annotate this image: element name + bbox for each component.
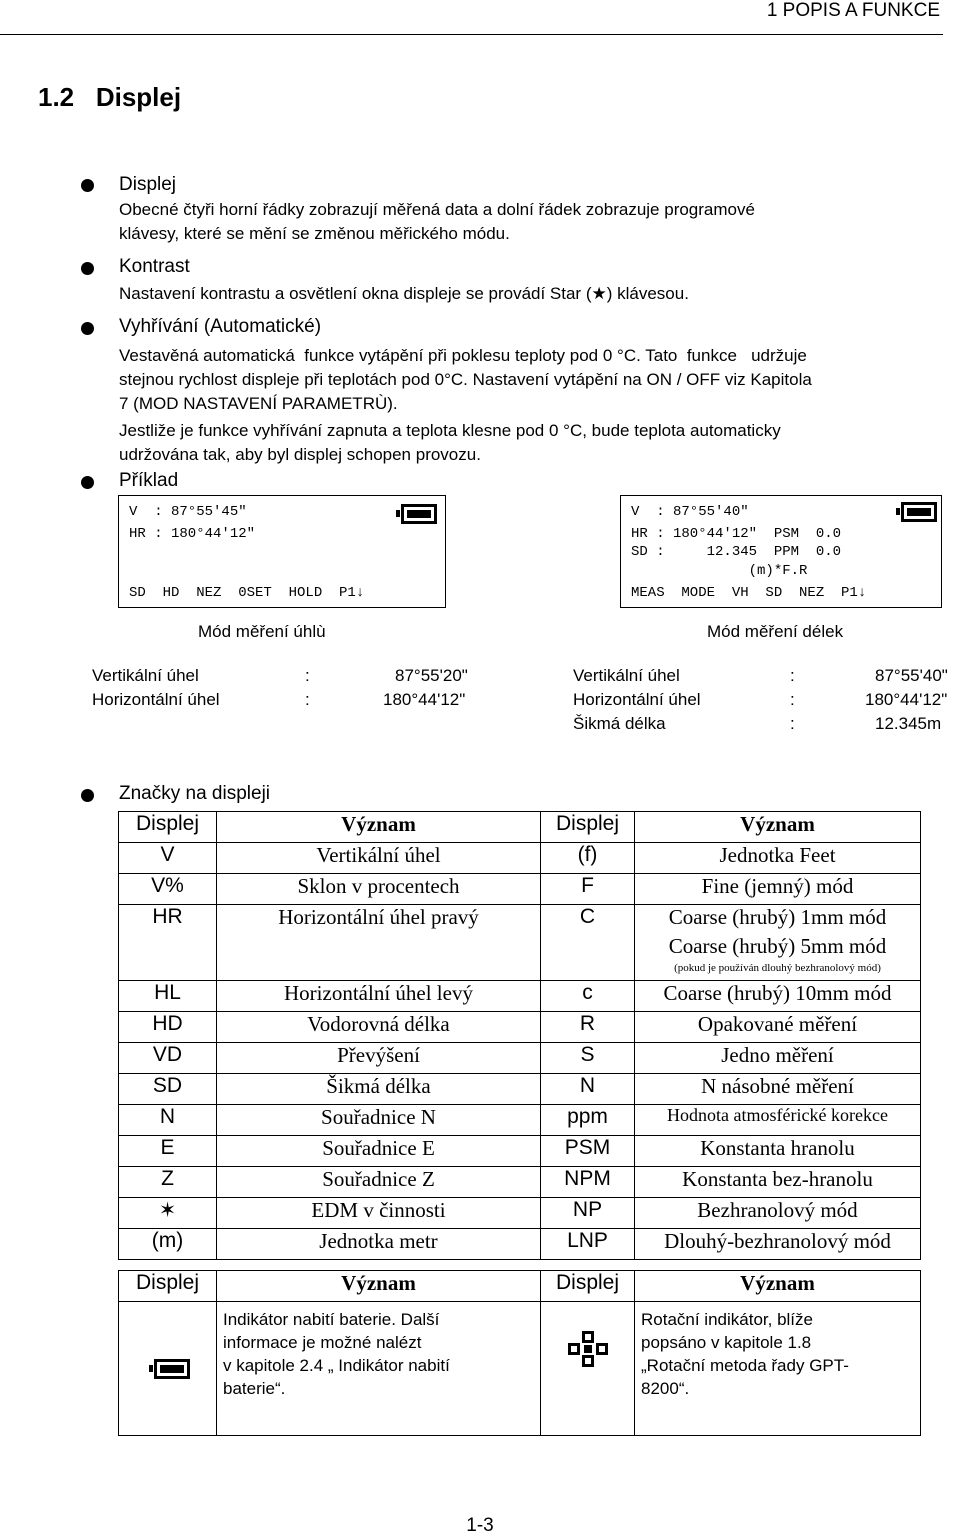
header-cell: Význam [635,1271,921,1302]
value-label: Vertikální úhel [92,666,199,685]
table-row [119,1105,921,1136]
header-cell: Displej [119,812,217,843]
table-row [119,1302,921,1436]
meaning-note: (pokud je používán dlouhý bezhranolový mód) [674,962,881,974]
symbol-cell: VD [119,1043,217,1074]
header-cell: Displej [119,1271,217,1302]
text-line: udržována tak, aby byl displej schopen provozu. [119,445,481,464]
table-row [119,981,921,1012]
symbol-cell: SD [119,1074,217,1105]
symbol-cell: c [541,981,635,1012]
meaning-cell: Hodnota atmosférické korekce [635,1105,921,1136]
text-line: Jestliže je funkce vyhřívání zapnuta a teplota klesne pod 0 °C, bude teplota automaticky [119,421,781,440]
text-line: Indikátor nabití baterie. Další [223,1310,440,1329]
table-row [119,1198,921,1229]
meaning-cell: EDM v činnosti [217,1198,541,1229]
value-sep: : [790,714,795,733]
bullet-dot [81,476,94,489]
lcd-distance-mode [620,495,942,608]
meaning-cell [635,905,921,981]
symbol-cell: HD [119,1012,217,1043]
value-sep: : [305,690,310,709]
value-label: Horizontální úhel [573,690,701,709]
meaning-cell: Převýšení [217,1043,541,1074]
symbol-cell: E [119,1136,217,1167]
meaning-cell: Souřadnice Z [217,1167,541,1198]
header-cell: Význam [217,1271,541,1302]
rotation-indicator-icon [566,1329,610,1369]
value-label: Šikmá délka [573,714,666,733]
page-number: 1-3 [466,1515,494,1536]
lcd-line-3: SD : 12.345 PPM 0.0 [631,544,842,560]
text-line: 7 (MOD NASTAVENÍ PARAMETRÙ). [119,394,398,413]
lcd-line-1: V : 87°55'45" [129,504,247,520]
symbol-cell: R [541,1012,635,1043]
battery-icon [154,1359,190,1379]
chapter-header: 1 POPIS A FUNKCE [766,0,940,21]
symbol-cell: S [541,1043,635,1074]
header-cell: Význam [635,812,921,843]
symbol-cell: NP [541,1198,635,1229]
paragraph-displej [119,198,939,246]
value-number: 12.345m [875,714,942,733]
meaning-cell: Konstanta hranolu [635,1136,921,1167]
table-row [119,1167,921,1198]
bullet-title-displej: Displej [119,174,177,195]
meaning-cell: Bezhranolový mód [635,1198,921,1229]
bullet-title-znacky: Značky na displeji [119,783,271,804]
meaning-cell: Vertikální úhel [217,843,541,874]
value-number: 87°55'40" [875,666,948,685]
table-row [119,1136,921,1167]
meaning-line: Coarse (hrubý) 5mm mód [668,934,887,958]
symbol-cell: V% [119,874,217,905]
table-row [119,1012,921,1043]
lcd-line-2: HR : 180°44'12" [129,526,256,542]
paragraph-kontrast: Nastavení kontrastu a osvětlení okna displeje se provádí Star (★) klávesou. [119,284,689,303]
lcd-line-1: V : 87°55'40" [631,504,749,520]
symbol-cell: F [541,874,635,905]
header-cell: Displej [541,812,635,843]
table-header-row [119,1271,921,1302]
lcd-caption-angle: Mód měření úhlù [198,622,326,641]
table-row [119,1229,921,1260]
meaning-cell: Jednotka Feet [635,843,921,874]
value-number: 180°44'12" [865,690,948,709]
value-sep: : [790,690,795,709]
value-sep: : [305,666,310,685]
meaning-cell: Coarse (hrubý) 10mm mód [635,981,921,1012]
lcd-softkeys: SD HD NEZ 0SET HOLD P1↓ [129,585,365,601]
text-line: Obecné čtyři horní řádky zobrazují měřená data a dolní řádek zobrazuje programové [119,200,755,219]
meaning-cell: Jednotka metr [217,1229,541,1260]
symbol-cell: HL [119,981,217,1012]
symbol-cell: HR [119,905,217,981]
symbol-cell: ppm [541,1105,635,1136]
table-row [119,843,921,874]
meaning-cell: N násobné měření [635,1074,921,1105]
symbol-cell: (f) [541,843,635,874]
meaning-cell: Sklon v procentech [217,874,541,905]
text-line: „Rotační metoda řady GPT- [641,1356,849,1375]
symbol-cell: ✶ [119,1198,217,1229]
battery-description [217,1302,541,1436]
battery-icon [401,504,437,524]
text-line: v kapitole 2.4 „ Indikátor nabití [223,1356,450,1375]
symbol-cell: NPM [541,1167,635,1198]
lcd-softkeys: MEAS MODE VH SD NEZ P1↓ [631,585,867,601]
bullet-title-priklad: Příklad [119,470,179,491]
value-label: Horizontální úhel [92,690,220,709]
bullet-dot [81,322,94,335]
meaning-cell: Dlouhý-bezhranolový mód [635,1229,921,1260]
table-row [119,1074,921,1105]
symbol-cell: PSM [541,1136,635,1167]
meaning-cell: Souřadnice E [217,1136,541,1167]
text-line: Vestavěná automatická funkce vytápění při poklesu teploty pod 0 °C. Tato funkce udržuje [119,346,807,365]
meaning-cell: Jedno měření [635,1043,921,1074]
meaning-cell: Opakované měření [635,1012,921,1043]
text-line: stejnou rychlost displeje při teplotách pod 0°C. Nastavení vytápění na ON / OFF viz Kapitola [119,370,812,389]
text-line: informace je možné nalézt [223,1333,422,1352]
value-label: Vertikální úhel [573,666,680,685]
symbol-cell: (m) [119,1229,217,1260]
table-header-row [119,812,921,843]
meaning-cell: Fine (jemný) mód [635,874,921,905]
meaning-cell: Horizontální úhel levý [217,981,541,1012]
battery-icon [901,502,937,522]
value-sep: : [790,666,795,685]
text-line: klávesy, které se mění se změnou měřického módu. [119,224,510,243]
text-line: 8200“. [641,1379,690,1398]
value-number: 180°44'12" [383,690,466,709]
symbol-cell: N [541,1074,635,1105]
lcd-line-2: HR : 180°44'12" PSM 0.0 [631,526,842,542]
icon-cell [541,1302,635,1436]
table-row [119,1043,921,1074]
meaning-line: Coarse (hrubý) 1mm mód [668,905,887,929]
bullet-title-vyhrivani: Vyhřívání (Automatické) [119,316,322,337]
header-cell: Displej [541,1271,635,1302]
text-line: baterie“. [223,1379,286,1398]
bullet-title-kontrast: Kontrast [119,256,190,277]
symbol-cell: LNP [541,1229,635,1260]
header-rule [0,34,943,35]
rotation-description [635,1302,921,1436]
icon-cell [119,1302,217,1436]
text-line: Rotační indikátor, blíže [641,1310,813,1329]
meaning-cell: Konstanta bez-hranolu [635,1167,921,1198]
symbol-cell: V [119,843,217,874]
icons-table [118,1270,921,1436]
meaning-cell: Souřadnice N [217,1105,541,1136]
symbol-cell: C [541,905,635,981]
bullet-dot [81,789,94,802]
meaning-cell: Šikmá délka [217,1074,541,1105]
section-title: 1.2 Displej [38,82,182,112]
symbols-table [118,811,921,1260]
symbol-cell: Z [119,1167,217,1198]
lcd-line-4: (m)*F.R [631,563,808,579]
bullet-dot [81,262,94,275]
meaning-cell: Vodorovná délka [217,1012,541,1043]
text-line: popsáno v kapitole 1.8 [641,1333,812,1352]
paragraph-vyhrivani [119,344,939,467]
table-row [119,905,921,981]
value-number: 87°55'20" [395,666,468,685]
table-row [119,874,921,905]
bullet-dot [81,179,94,192]
header-cell: Význam [217,812,541,843]
meaning-cell: Horizontální úhel pravý [217,905,541,981]
lcd-caption-distance: Mód měření délek [707,622,844,641]
symbol-cell: N [119,1105,217,1136]
lcd-angle-mode [118,495,446,608]
